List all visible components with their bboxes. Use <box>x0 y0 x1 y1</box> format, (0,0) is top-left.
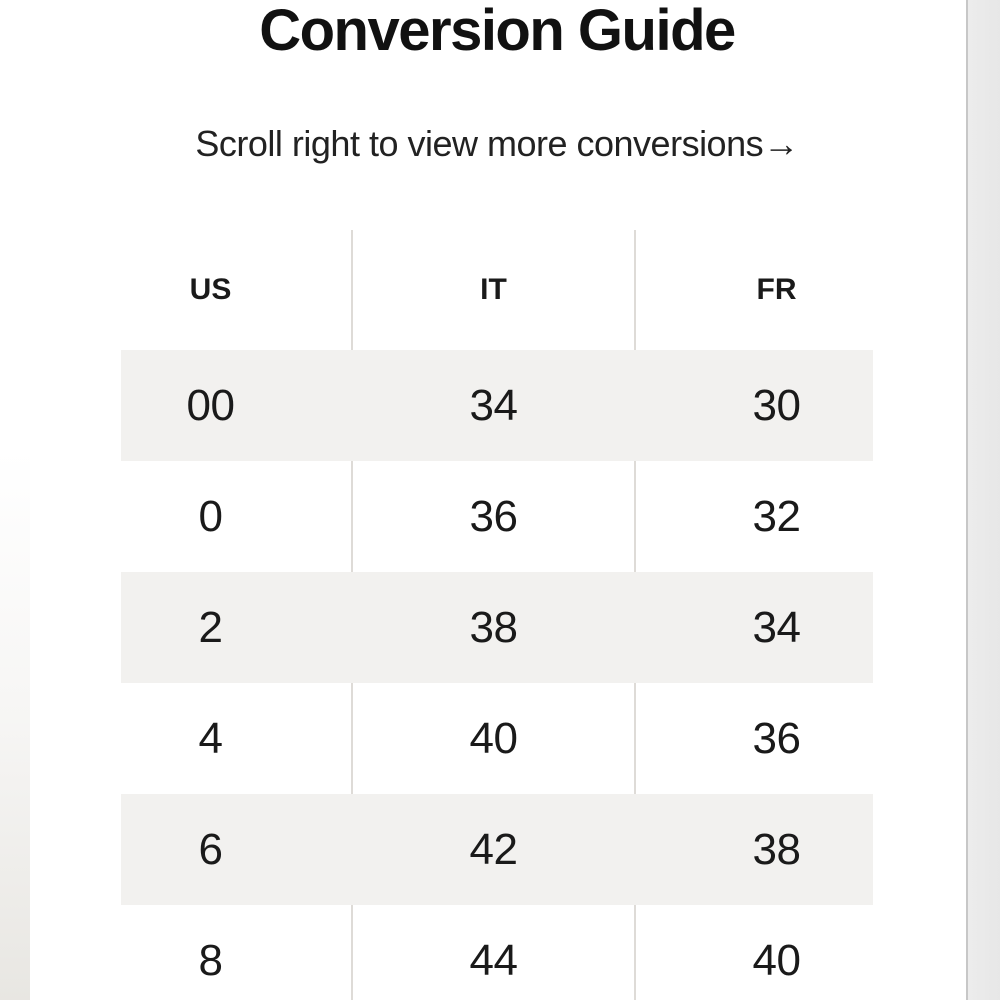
table-cell-us: 2 <box>198 603 223 652</box>
table-cell-fr: 36 <box>752 714 801 763</box>
table-cell-fr: 34 <box>752 603 801 652</box>
table-row-grid <box>69 350 918 461</box>
table-row <box>28 905 966 1000</box>
table-row <box>28 572 966 683</box>
table-row-grid <box>69 572 918 683</box>
table-row-grid <box>69 683 918 794</box>
table-body <box>28 350 966 1000</box>
arrow-right-icon: → <box>763 123 799 164</box>
table-row-grid <box>69 461 918 572</box>
table-cell-us: 4 <box>198 714 223 763</box>
table-row <box>28 683 966 794</box>
table-row <box>28 350 966 461</box>
table-cell-us: 00 <box>186 381 235 430</box>
table-header-grid <box>69 230 918 350</box>
table-cell-it: 36 <box>469 492 518 541</box>
table-header-row <box>28 230 966 350</box>
table-cell-it: 44 <box>469 936 518 985</box>
table-cell-it: 34 <box>469 381 518 430</box>
table-cell-fr: 38 <box>752 825 801 874</box>
content-area <box>28 0 966 1000</box>
table-cell-us: 8 <box>198 936 223 985</box>
table-cell-it: 38 <box>469 603 518 652</box>
table-cell-fr: 32 <box>752 492 801 541</box>
conversion-table[interactable] <box>28 230 966 1000</box>
table-row <box>28 794 966 905</box>
table-cell-it: 40 <box>469 714 518 763</box>
column-header-it: IT <box>480 273 507 306</box>
table-cell-fr: 40 <box>752 936 801 985</box>
table-row-grid <box>69 794 918 905</box>
page-title: Conversion Guide <box>259 0 735 63</box>
table-cell-us: 6 <box>198 825 223 874</box>
table-cell-it: 42 <box>469 825 518 874</box>
scrollbar-track[interactable] <box>966 0 1000 1000</box>
left-edge-shadow <box>0 0 30 1000</box>
table-row <box>28 461 966 572</box>
column-header-fr: FR <box>756 273 797 306</box>
table-cell-fr: 30 <box>752 381 801 430</box>
table-row-grid <box>69 905 918 1000</box>
scroll-hint <box>28 118 966 170</box>
scroll-hint-text: Scroll right to view more conversions <box>195 123 764 164</box>
column-header-us: US <box>189 273 232 306</box>
table-cell-us: 0 <box>198 492 223 541</box>
